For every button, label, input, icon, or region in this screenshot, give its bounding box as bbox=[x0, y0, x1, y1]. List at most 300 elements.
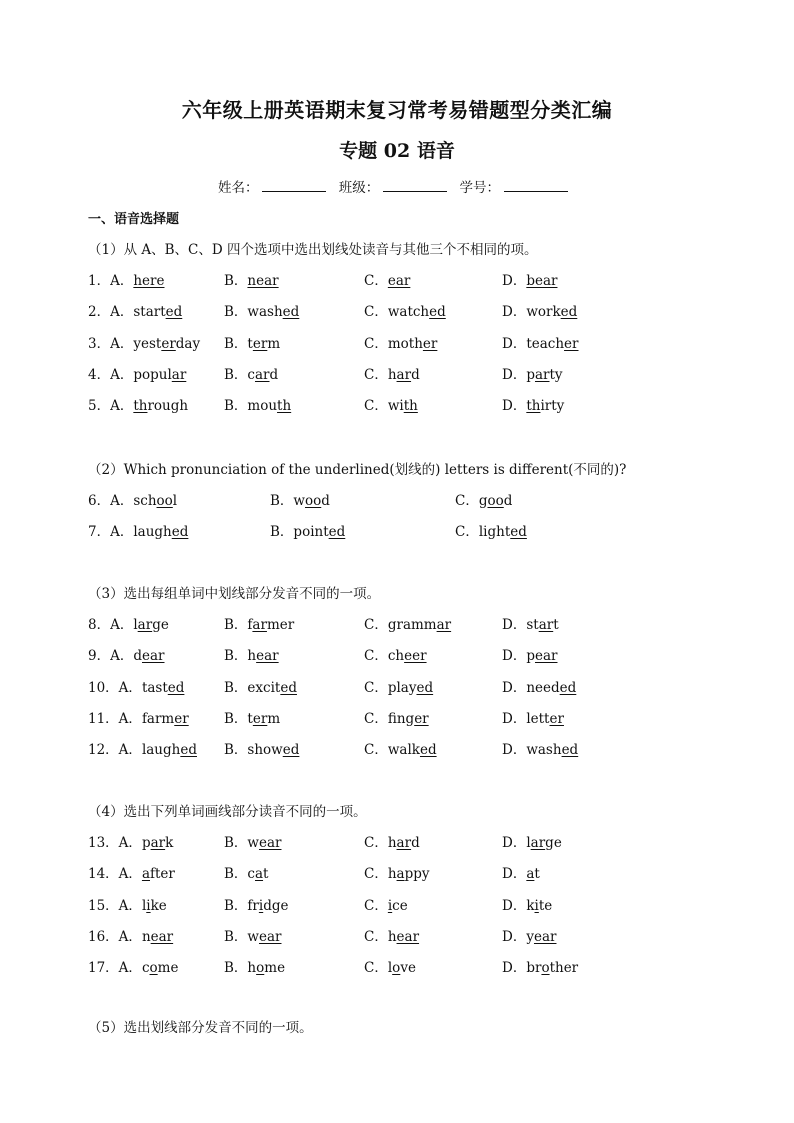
option-d-word-underlined: ear bbox=[534, 648, 558, 665]
group-heading: （3）选出每组单词中划线部分发音不同的一项。 bbox=[88, 586, 381, 602]
option-b[interactable] bbox=[224, 831, 281, 851]
option-d-word-underlined: i bbox=[534, 897, 539, 914]
option-b[interactable] bbox=[270, 520, 345, 540]
option-c-word bbox=[388, 304, 446, 320]
option-c-word-underlined: eer bbox=[404, 648, 427, 665]
option-c-word-underlined: ar bbox=[396, 366, 412, 383]
option-b-word-underlined: er bbox=[252, 335, 268, 352]
option-c-word-underlined: i bbox=[387, 897, 393, 914]
option-d-label: D． bbox=[502, 866, 527, 883]
option-c[interactable] bbox=[364, 300, 446, 320]
question-number: 2．A． bbox=[88, 304, 134, 321]
option-b-word-underlined: ed bbox=[282, 742, 300, 758]
option-d[interactable] bbox=[502, 707, 564, 727]
option-d-label: D． bbox=[502, 679, 527, 696]
question-number: 14．A． bbox=[88, 866, 142, 883]
option-d[interactable] bbox=[502, 644, 557, 664]
option-c-word-underlined: a bbox=[396, 866, 405, 883]
option-a-word-underlined: ar bbox=[171, 366, 187, 383]
option-b-word-prefix: c bbox=[247, 866, 255, 883]
option-c-word bbox=[388, 336, 438, 352]
section-heading: 一、语音选择题 bbox=[88, 212, 180, 227]
option-b-word-underlined: ed bbox=[282, 304, 300, 321]
option-b-word-suffix: dge bbox=[263, 897, 289, 914]
option-d-word bbox=[526, 617, 558, 633]
option-b-word-prefix: point bbox=[293, 524, 329, 541]
option-c[interactable] bbox=[364, 738, 437, 758]
option-b-word-underlined: ar bbox=[252, 617, 267, 634]
option-b-word-prefix: wash bbox=[247, 304, 283, 321]
option-d-word bbox=[526, 929, 556, 945]
option-c-word-prefix: l bbox=[387, 960, 393, 976]
name-blank[interactable] bbox=[262, 179, 326, 192]
question-number: 4．A． bbox=[88, 366, 134, 383]
option-a-word-underlined: here bbox=[133, 273, 165, 290]
option-d-label: D． bbox=[502, 273, 527, 290]
option-c-word-prefix: h bbox=[387, 866, 397, 883]
option-b-word bbox=[293, 493, 329, 509]
question-number: 12．A． bbox=[88, 742, 142, 758]
option-b-word-prefix: t bbox=[247, 710, 253, 727]
option-a-word-suffix: ge bbox=[152, 617, 169, 634]
option-c-word-prefix: wi bbox=[387, 398, 404, 414]
class-blank[interactable] bbox=[383, 179, 447, 192]
option-c-word-prefix: h bbox=[387, 835, 397, 852]
option-d-word bbox=[526, 711, 564, 727]
option-d-word-suffix: t bbox=[553, 617, 559, 634]
option-d-word-prefix: wash bbox=[526, 742, 562, 758]
option-a[interactable] bbox=[88, 831, 173, 851]
option-c-word-prefix: ch bbox=[387, 648, 405, 665]
option-b-word bbox=[247, 617, 294, 633]
option-d-word bbox=[526, 304, 577, 320]
option-d-word-suffix: ty bbox=[549, 366, 563, 383]
option-d-word-prefix: lett bbox=[526, 710, 550, 727]
question-number: 11．A． bbox=[88, 710, 142, 727]
option-a-word-suffix: l bbox=[172, 493, 178, 510]
option-a[interactable] bbox=[88, 520, 188, 540]
option-a-word-underlined: ear bbox=[142, 648, 165, 665]
option-a[interactable] bbox=[88, 300, 182, 320]
option-b[interactable] bbox=[224, 363, 278, 383]
question-number: 5．A． bbox=[88, 398, 134, 414]
option-a[interactable] bbox=[88, 894, 167, 914]
question-number: 8．A． bbox=[88, 617, 134, 634]
option-a-word-prefix: l bbox=[133, 617, 138, 634]
option-b-word-prefix: mou bbox=[247, 398, 278, 414]
option-b-word bbox=[247, 680, 297, 696]
option-d-word-underlined: ed bbox=[561, 742, 579, 758]
option-c-label: C． bbox=[455, 493, 479, 510]
group-heading: （4）选出下列单词画线部分读音不同的一项。 bbox=[88, 804, 367, 820]
option-d-word-underlined: th bbox=[526, 398, 541, 414]
question-row bbox=[88, 676, 728, 696]
option-a[interactable] bbox=[88, 613, 169, 633]
option-a-word-underlined: ar bbox=[137, 617, 153, 634]
option-d-label: D． bbox=[502, 335, 527, 352]
option-a-word-underlined: ed bbox=[165, 304, 183, 321]
question-row bbox=[88, 644, 728, 664]
option-b-label: B． bbox=[224, 304, 248, 321]
option-a-word-prefix: n bbox=[141, 928, 151, 945]
option-b[interactable] bbox=[224, 613, 294, 633]
option-d-word-prefix: br bbox=[526, 960, 542, 976]
option-a-word bbox=[133, 367, 186, 383]
number-label: 学号： bbox=[459, 180, 501, 196]
option-a-word-suffix: me bbox=[157, 960, 179, 976]
option-d-word bbox=[526, 648, 557, 664]
option-c-word-prefix: moth bbox=[387, 335, 423, 352]
option-c[interactable] bbox=[364, 676, 433, 696]
option-b-word-prefix: w bbox=[247, 928, 259, 945]
option-b[interactable] bbox=[224, 332, 280, 352]
option-b[interactable] bbox=[224, 894, 288, 914]
option-c-label: C． bbox=[364, 960, 388, 976]
option-d-label: D． bbox=[502, 710, 527, 727]
option-a-word-underlined: ear bbox=[150, 928, 174, 945]
option-b-word-underlined: ed bbox=[328, 524, 346, 541]
option-b-word bbox=[247, 711, 280, 727]
option-b-word-underlined: er bbox=[252, 710, 268, 727]
question-row bbox=[88, 862, 728, 882]
option-b-word-underlined: ear bbox=[256, 648, 279, 665]
option-d[interactable] bbox=[502, 363, 563, 383]
question-number: 9．A． bbox=[88, 648, 134, 665]
question-row bbox=[88, 613, 728, 633]
option-b-label: B． bbox=[224, 679, 248, 696]
option-a-word-suffix: rough bbox=[147, 398, 189, 414]
option-a-word-prefix: sch bbox=[133, 493, 157, 510]
option-c-word-suffix: ve bbox=[400, 960, 416, 976]
option-d-word-prefix: need bbox=[526, 679, 560, 696]
option-a[interactable] bbox=[88, 269, 164, 289]
option-c-label: C． bbox=[364, 273, 388, 290]
option-c[interactable] bbox=[455, 489, 512, 509]
option-a-word-prefix: tast bbox=[141, 679, 168, 696]
option-c-word bbox=[388, 367, 420, 383]
question-row bbox=[88, 707, 728, 727]
option-a-word bbox=[133, 524, 188, 540]
option-c[interactable] bbox=[364, 956, 416, 976]
option-b-word-underlined: ear bbox=[258, 835, 282, 852]
option-b-word bbox=[247, 898, 288, 914]
option-d-word-prefix: p bbox=[526, 366, 535, 383]
option-a-word-underlined: a bbox=[141, 866, 150, 883]
option-c-word bbox=[479, 493, 513, 509]
question-row bbox=[88, 831, 728, 851]
option-b-label: B． bbox=[224, 742, 248, 758]
option-d[interactable] bbox=[502, 925, 556, 945]
option-a[interactable] bbox=[88, 332, 200, 352]
question-number: 1．A． bbox=[88, 273, 134, 290]
option-c-word-suffix: d bbox=[411, 835, 420, 852]
option-b-word-suffix: d bbox=[269, 366, 279, 383]
question-row bbox=[88, 738, 728, 758]
option-d-word-prefix: work bbox=[526, 304, 561, 321]
option-a-word bbox=[133, 493, 177, 509]
option-b-word bbox=[247, 273, 278, 289]
option-b-word-prefix: c bbox=[247, 366, 255, 383]
question-number: 10．A． bbox=[88, 679, 142, 696]
question-row bbox=[88, 363, 728, 383]
option-b-word-suffix: mer bbox=[266, 617, 295, 634]
option-b-word-suffix: m bbox=[267, 710, 281, 727]
option-d[interactable] bbox=[502, 862, 540, 882]
option-d-word-prefix: y bbox=[526, 928, 534, 945]
option-d-label: D． bbox=[502, 835, 527, 852]
question-row bbox=[88, 332, 728, 352]
option-b[interactable] bbox=[224, 644, 279, 664]
option-b-label: B． bbox=[224, 617, 248, 634]
option-c-label: C． bbox=[364, 835, 388, 852]
option-d-word bbox=[526, 866, 540, 882]
option-c-word-prefix: walk bbox=[387, 742, 420, 758]
option-b-word-underlined: near bbox=[247, 273, 279, 290]
option-c-label: C． bbox=[364, 866, 388, 883]
option-d-word-underlined: ar bbox=[538, 617, 554, 634]
question-number: 13．A． bbox=[88, 835, 142, 852]
option-c[interactable] bbox=[364, 831, 420, 851]
option-d[interactable] bbox=[502, 894, 552, 914]
option-c-word-underlined: oo bbox=[487, 493, 504, 510]
option-b[interactable] bbox=[224, 738, 299, 758]
option-c[interactable] bbox=[364, 894, 408, 914]
option-d[interactable] bbox=[502, 831, 562, 851]
option-a-word-underlined: oo bbox=[156, 493, 173, 510]
option-d-label: D． bbox=[502, 617, 527, 634]
option-c-word-suffix: ce bbox=[392, 897, 408, 914]
option-b-word bbox=[247, 866, 268, 882]
question-row bbox=[88, 520, 728, 540]
option-b-word bbox=[293, 524, 345, 540]
option-c-word-prefix: h bbox=[387, 928, 397, 945]
option-d-word-prefix: p bbox=[526, 648, 535, 665]
question-number: 15．A． bbox=[88, 897, 142, 914]
option-d-word bbox=[526, 398, 564, 414]
option-c-word bbox=[388, 617, 451, 633]
option-b-label: B． bbox=[224, 335, 248, 352]
option-a-word bbox=[133, 398, 188, 414]
option-c-label: C． bbox=[364, 648, 388, 665]
option-c[interactable] bbox=[364, 363, 420, 383]
option-a-word bbox=[142, 711, 189, 727]
question-number: 3．A． bbox=[88, 335, 134, 352]
question-row bbox=[88, 394, 728, 414]
option-c[interactable] bbox=[364, 394, 418, 414]
option-a-word-underlined: o bbox=[149, 960, 158, 976]
option-c-word-suffix: d bbox=[411, 366, 420, 383]
option-b[interactable] bbox=[224, 300, 299, 320]
option-c[interactable] bbox=[364, 925, 419, 945]
option-b-word bbox=[247, 742, 299, 758]
option-b[interactable] bbox=[224, 925, 281, 945]
option-b-label: B． bbox=[224, 366, 248, 383]
option-b-word bbox=[247, 398, 291, 414]
option-c-word bbox=[388, 835, 420, 851]
option-c[interactable] bbox=[364, 269, 410, 289]
option-a-word bbox=[133, 617, 168, 633]
option-a-word-underlined: ed bbox=[180, 742, 197, 758]
option-b[interactable] bbox=[224, 269, 279, 289]
option-d-word-underlined: ed bbox=[559, 679, 577, 696]
option-c-word bbox=[388, 929, 419, 945]
option-d-word bbox=[526, 367, 562, 383]
option-a-word-suffix: fter bbox=[150, 866, 175, 883]
option-d-word-underlined: ar bbox=[530, 835, 546, 852]
option-d-label: D． bbox=[502, 960, 527, 976]
option-c[interactable] bbox=[364, 644, 427, 664]
option-d-word-underlined: bear bbox=[526, 273, 558, 290]
option-b-label: B． bbox=[224, 710, 248, 727]
question-number: 7．A． bbox=[88, 524, 134, 541]
option-a-word-prefix: start bbox=[133, 304, 166, 321]
option-b-word-prefix: w bbox=[293, 493, 305, 510]
option-d[interactable] bbox=[502, 956, 578, 976]
option-d[interactable] bbox=[502, 269, 557, 289]
option-b-word-underlined: o bbox=[256, 960, 265, 976]
option-c-label: C． bbox=[364, 617, 388, 634]
option-d[interactable] bbox=[502, 676, 576, 696]
option-a-word-prefix: laugh bbox=[133, 524, 172, 541]
option-d-word bbox=[526, 960, 578, 976]
option-c-label: C． bbox=[455, 524, 479, 541]
option-c[interactable] bbox=[364, 862, 430, 882]
option-d-word-underlined: ear bbox=[533, 928, 557, 945]
option-a[interactable] bbox=[88, 394, 188, 414]
option-c[interactable] bbox=[364, 613, 451, 633]
option-b-word-underlined: th bbox=[277, 398, 292, 414]
option-b[interactable] bbox=[224, 956, 285, 976]
option-a-word-prefix: popul bbox=[133, 366, 172, 383]
option-b-word-suffix: me bbox=[264, 960, 286, 976]
option-a-word-prefix: p bbox=[141, 835, 151, 852]
option-c-word-underlined: ed bbox=[510, 524, 527, 541]
option-b-word-prefix: h bbox=[247, 648, 257, 665]
option-c-word-prefix: play bbox=[387, 679, 417, 696]
option-b-word-prefix: h bbox=[247, 960, 257, 976]
option-b-label: B． bbox=[224, 897, 248, 914]
option-c-label: C． bbox=[364, 679, 388, 696]
option-d-word-underlined: o bbox=[541, 960, 550, 976]
option-b[interactable] bbox=[224, 394, 291, 414]
question-number: 6．A． bbox=[88, 493, 134, 510]
option-b-word-prefix: t bbox=[247, 335, 253, 352]
option-b[interactable] bbox=[270, 489, 330, 509]
option-c-word-underlined: ed bbox=[419, 742, 437, 758]
option-d-word-prefix: k bbox=[526, 897, 535, 914]
number-blank[interactable] bbox=[504, 179, 568, 192]
option-b-word-underlined: ed bbox=[280, 679, 297, 696]
option-b-word bbox=[247, 648, 278, 664]
name-label: 姓名： bbox=[217, 180, 259, 196]
option-d-word-suffix: ther bbox=[549, 960, 579, 976]
option-a[interactable] bbox=[88, 707, 189, 727]
option-c-word-prefix: watch bbox=[387, 304, 430, 321]
question-row bbox=[88, 894, 728, 914]
option-a-word-suffix: ke bbox=[150, 897, 167, 914]
option-d-word bbox=[526, 336, 578, 352]
option-b-word bbox=[247, 304, 299, 320]
option-c-word-underlined: o bbox=[392, 960, 401, 976]
option-a-word-underlined: th bbox=[133, 398, 148, 414]
option-c-word-prefix: g bbox=[478, 493, 488, 510]
option-b-word-underlined: oo bbox=[304, 493, 322, 510]
option-b-label: B． bbox=[224, 648, 248, 665]
option-a[interactable] bbox=[88, 925, 173, 945]
option-d-word bbox=[526, 898, 552, 914]
option-b-label: B． bbox=[224, 835, 248, 852]
option-b-label: B． bbox=[224, 866, 248, 883]
option-a[interactable] bbox=[88, 644, 165, 664]
option-c[interactable] bbox=[364, 707, 429, 727]
document-subtitle: 专题 02 语音 bbox=[339, 140, 455, 162]
option-d[interactable] bbox=[502, 613, 559, 633]
option-a-word bbox=[133, 273, 164, 289]
option-a[interactable] bbox=[88, 489, 177, 509]
option-b[interactable] bbox=[224, 862, 268, 882]
option-c-word-prefix: light bbox=[478, 524, 511, 541]
option-c[interactable] bbox=[455, 520, 527, 540]
option-d-word-underlined: ed bbox=[560, 304, 578, 321]
option-a[interactable] bbox=[88, 862, 175, 882]
option-a[interactable] bbox=[88, 738, 197, 758]
option-a-word-prefix: l bbox=[141, 897, 147, 914]
option-c-label: C． bbox=[364, 366, 388, 383]
option-a-word-underlined: ed bbox=[171, 524, 189, 541]
option-b-word bbox=[247, 336, 280, 352]
option-b[interactable] bbox=[224, 676, 297, 696]
option-c-word-suffix: d bbox=[503, 493, 513, 510]
option-d-word-suffix: t bbox=[534, 866, 540, 883]
option-a-word bbox=[142, 866, 175, 882]
option-b-word-prefix: w bbox=[247, 835, 259, 852]
option-b-word bbox=[247, 929, 281, 945]
option-c-label: C． bbox=[364, 304, 388, 321]
option-c-word-prefix: fing bbox=[387, 710, 415, 727]
option-d[interactable] bbox=[502, 332, 579, 352]
option-a[interactable] bbox=[88, 363, 186, 383]
option-b[interactable] bbox=[224, 707, 280, 727]
option-a-word-underlined: er bbox=[161, 335, 176, 352]
option-d-label: D． bbox=[502, 648, 527, 665]
option-b-word bbox=[247, 367, 278, 383]
option-d-word-prefix: l bbox=[526, 835, 531, 852]
option-c-label: C． bbox=[364, 398, 388, 414]
option-a[interactable] bbox=[88, 676, 184, 696]
option-b-word-prefix: show bbox=[247, 742, 283, 758]
option-a-word-prefix: yest bbox=[133, 335, 162, 352]
question-number: 17．A． bbox=[88, 960, 142, 976]
option-d-word-underlined: er bbox=[564, 335, 579, 352]
option-b-word-prefix: excit bbox=[247, 679, 281, 696]
option-c[interactable] bbox=[364, 332, 437, 352]
option-d-word-prefix: teach bbox=[526, 335, 565, 352]
option-d-label: D． bbox=[502, 897, 527, 914]
option-c-label: C． bbox=[364, 710, 388, 727]
option-d[interactable] bbox=[502, 738, 578, 758]
option-a[interactable] bbox=[88, 956, 178, 976]
option-a-word bbox=[142, 680, 184, 696]
option-c-word-prefix: h bbox=[387, 366, 397, 383]
option-c-word bbox=[388, 711, 429, 727]
option-a-word-underlined: i bbox=[146, 897, 151, 914]
option-a-word-underlined: ar bbox=[150, 835, 166, 852]
option-d-label: D． bbox=[502, 366, 527, 383]
question-row bbox=[88, 300, 728, 320]
option-d[interactable] bbox=[502, 300, 577, 320]
option-d[interactable] bbox=[502, 394, 564, 414]
option-b-word-suffix: m bbox=[267, 335, 281, 352]
